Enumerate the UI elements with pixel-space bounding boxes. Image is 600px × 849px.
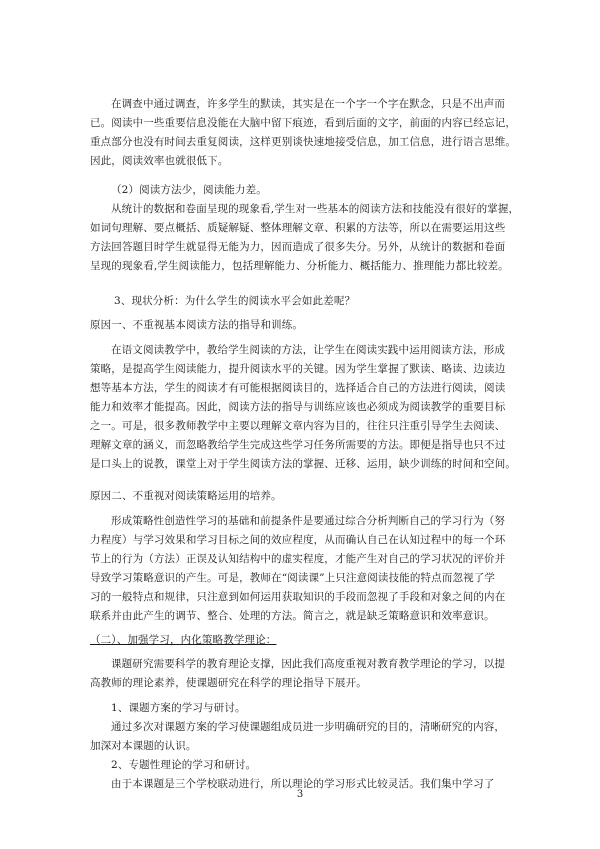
item-heading: 2、专题性理论的学习和研讨。	[111, 759, 257, 771]
page-number: 3	[296, 789, 304, 800]
paragraph-line: 高教师的理论素养，使课题研究在科学的理论指导下展开。	[90, 677, 367, 689]
paragraph-line: 如词句理解、要点概括、质疑解疑、整体理解文章、积累的方法等，所以在需要运用这些	[90, 222, 506, 234]
paragraph-line: 在语文阅读教学中，教给学生阅读的方法，让学生在阅读实践中运用阅读方法，形成	[111, 344, 506, 356]
paragraph-line: 之一。可是，很多教师教学中主要以理解文章内容为目的，往往只注重引导学生去阅读、	[90, 420, 506, 432]
paragraph-line: 通过多次对课题方案的学习使课题组成员进一步明确研究的目的，清晰研究的内容，	[111, 721, 506, 733]
paragraph-line: 导致学习策略意识的产生。可是，教师在“阅读课”上只注意阅读技能的特点而忽视了学	[90, 572, 496, 584]
reason-heading: 原因二、不重视对阅读策略运用的培养。	[90, 490, 282, 502]
paragraph-line: 加深对本课题的认识。	[90, 740, 197, 752]
paragraph-line: 因此，阅读效率也就很低下。	[90, 155, 229, 167]
paragraph-line: 习的一般特点和规律，只注意到如何运用获取知识的手段而忽视了手段和对象之间的内在	[90, 591, 506, 603]
paragraph-line: 能力和效率才能提高。因此，阅读方法的指导与训练应该也必须成为阅读教学的重要目标	[90, 401, 506, 413]
paragraph-line: 力程度）与学习效果和学习目标之间的效应程度，从而确认自己在认知过程中的每一个环	[90, 534, 506, 546]
paragraph-line: 课题研究需要科学的教育理论支撑，因此我们高度重视对教育教学理论的学习，以提	[111, 658, 506, 670]
paragraph-line: 在调查中通过调查，许多学生的默读，其实是在一个字一个字在默念，只是不出声而	[111, 98, 506, 110]
reason-heading: 原因一、不重视基本阅读方法的指导和训练。	[90, 319, 303, 331]
paragraph-line: 联系并由此产生的调节、整合、处理的方法。简言之，就是缺乏策略意识和效率意识。	[90, 610, 495, 622]
subheading: （2）阅读方法少，阅读能力差。	[111, 184, 267, 196]
section-heading: 3、现状分析：为什么学生的阅读水平会如此差呢？	[114, 295, 356, 307]
paragraph-line: 已。阅读中一些重要信息没能在大脑中留下痕迹，看到后面的文字，前面的内容已经忘记，	[90, 117, 516, 129]
paragraph-line: 从统计的数据和卷面呈现的现象看,学生对一些基本的阅读方法和技能没有很好的掌握，	[111, 203, 520, 215]
paragraph-line: 由于本课题是三个学校联动进行，所以理论的学习形式比较灵活。我们集中学习了	[111, 778, 495, 790]
paragraph-line: 呈现的现象看,学生阅读能力，包括理解能力、分析能力、概括能力、推理能力都比较差。	[90, 260, 509, 272]
paragraph-line: 重点部分也没有时间去重复阅读，这样更别谈快速地接受信息，加工信息，进行语言思维。	[90, 136, 516, 148]
paragraph-line: 节上的行为（方法）正误及认知结构中的虚实程度，才能产生对自己的学习状况的评价并	[90, 553, 506, 565]
paragraph-line: 想等基本方法，学生的阅读才有可能根据阅读目的，选择适合自己的方法进行阅读，阅读	[90, 382, 506, 394]
paragraph-line: 策略，是提高学生阅读能力，提升阅读水平的关键。因为学生掌握了默读、略读、边读边	[90, 363, 506, 375]
paragraph-line: 方法回答题目时学生就显得无能为力，因而造成了很多失分。另外，从统计的数据和卷面	[90, 241, 506, 253]
paragraph-line: 形成策略性创造性学习的基础和前提条件是要通过综合分析判断自己的学习行为（努	[111, 515, 506, 527]
paragraph-line: 理解文章的涵义，而忽略教给学生完成这些学习任务所需要的方法。即便是指导也只不过	[90, 439, 506, 451]
section-heading: （二）、加强学习，内化策略教学理论：	[90, 634, 277, 646]
item-heading: 1、课题方案的学习与研讨。	[111, 702, 246, 714]
paragraph-line: 是口头上的说教，课堂上对于学生阅读方法的掌握、迁移、运用，缺少训练的时间和空间。	[90, 458, 516, 470]
